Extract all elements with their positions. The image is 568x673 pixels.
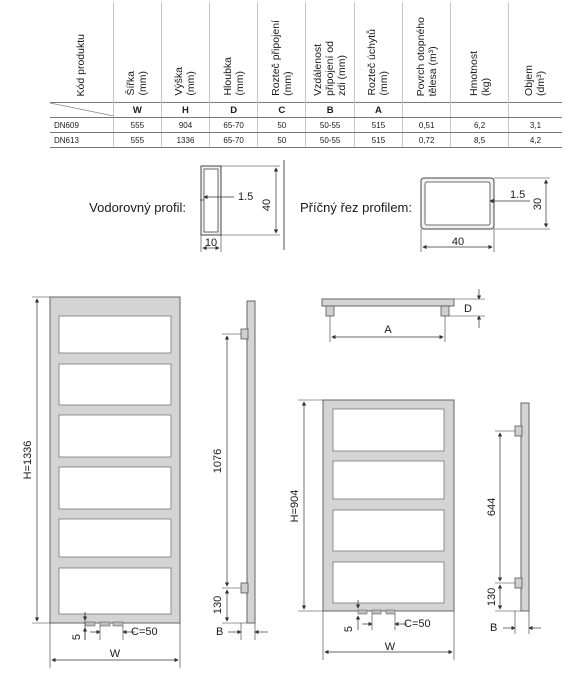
cross-width-dim: 40 [451, 236, 465, 248]
top-depth-dim: D [464, 303, 472, 315]
table-cell: 0,72 [403, 133, 451, 148]
col-header-label: Rozteč úchytů (mm) [366, 29, 391, 96]
cross-profile-drawing [421, 178, 550, 252]
letter-cell: C [258, 103, 306, 118]
cross-height-dim: 30 [532, 197, 544, 211]
letter-cell: D [210, 103, 258, 118]
table-cell: 6,2 [451, 118, 509, 133]
large-side-upper-dim: 1076 [212, 448, 224, 474]
cross-wall-dim: 1.5 [510, 189, 526, 201]
cross-profile-label: Příčný řez profilem: [300, 200, 412, 215]
table-cell: 515 [354, 118, 402, 133]
small-radiator-front [323, 400, 454, 614]
letter-cell: W [113, 103, 161, 118]
table-cell: 3,1 [508, 118, 562, 133]
large-conn-dim: C=50 [131, 626, 158, 638]
table-cell: 555 [113, 118, 161, 133]
table-cell: 555 [113, 133, 161, 148]
large-height-dim: H=1336 [22, 440, 34, 480]
table-cell: 50 [258, 133, 306, 148]
horizontal-height-dim: 40 [261, 198, 273, 212]
table-cell: 65-70 [210, 133, 258, 148]
col-header-label: Vzdálenost připojení od zdi (mm) [312, 41, 349, 96]
large-radiator-side [222, 301, 268, 640]
small-width-dim: W [384, 641, 396, 653]
large-side-lower-dim: 130 [212, 595, 224, 615]
horizontal-wall-dim: 1.5 [238, 191, 254, 203]
table-cell: 8,5 [451, 133, 509, 148]
small-conn-dim: C=50 [404, 618, 431, 630]
table-cell: 1336 [161, 133, 209, 148]
table-cell: 65-70 [210, 118, 258, 133]
table-cell: 515 [354, 133, 402, 148]
small-depth-dim: B [490, 622, 498, 634]
letter-cell: A [354, 103, 402, 118]
top-width-dim: A [384, 324, 392, 336]
large-gap-dim: 5 [71, 633, 83, 641]
col-header-label: Objem (dm³) [523, 65, 548, 96]
horizontal-profile-label: Vodorovný profil: [89, 200, 186, 215]
horizontal-width-dim: 10 [204, 237, 218, 249]
small-side-upper-dim: 644 [486, 497, 498, 517]
col-header-label: Výška (mm) [173, 67, 198, 96]
table-cell: 50-55 [306, 118, 355, 133]
table-cell: 50-55 [306, 133, 355, 148]
col-header-label: Rozteč připojení (mm) [269, 20, 294, 96]
large-radiator-front [50, 297, 180, 626]
col-header-label: Povrch otopného tělesa (m³) [414, 16, 439, 96]
small-height-dim: H=904 [289, 489, 301, 523]
col-header-label: Hmotnost (kg) [467, 51, 492, 96]
small-gap-dim: 5 [343, 625, 355, 633]
table-cell: 0,51 [403, 118, 451, 133]
small-radiator-side [495, 403, 541, 634]
col-header-label: Šířka (mm) [125, 71, 150, 96]
table-cell: DN609 [50, 118, 113, 133]
table-cell: 50 [258, 118, 306, 133]
large-width-dim: W [109, 648, 121, 660]
letter-cell: H [161, 103, 209, 118]
table-cell: 4,2 [508, 133, 562, 148]
letter-cell: B [306, 103, 355, 118]
col-header-label: Kód produktu [75, 33, 88, 96]
table-cell: DN613 [50, 133, 113, 148]
small-side-lower-dim: 130 [486, 587, 498, 607]
top-view [322, 289, 485, 342]
large-depth-dim: B [216, 626, 224, 638]
table-cell: 904 [161, 118, 209, 133]
col-header-label: Hloubka (mm) [221, 57, 246, 96]
